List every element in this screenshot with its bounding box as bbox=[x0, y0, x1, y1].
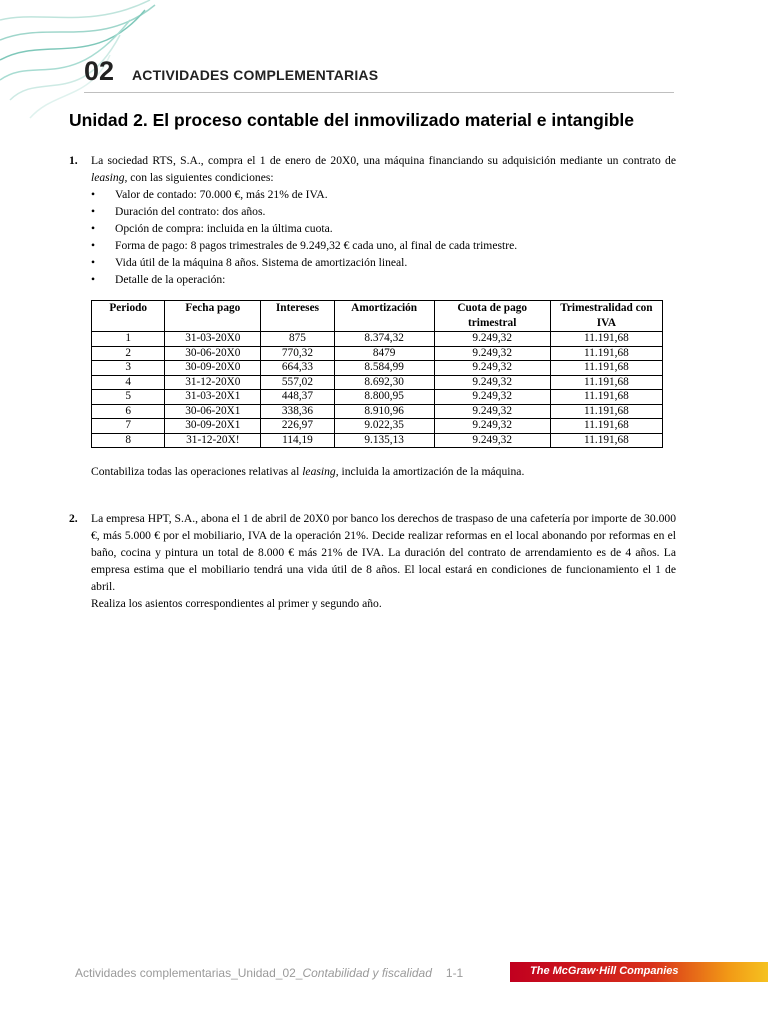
publisher-logo bbox=[510, 962, 768, 982]
column-header: Trimestralidad con IVA bbox=[550, 301, 662, 332]
bullet-icon: • bbox=[91, 188, 96, 201]
list-item: • Duración del contrato: dos años. bbox=[91, 205, 266, 218]
list-item: • Vida útil de la máquina 8 años. Sistema de amortización lineal. bbox=[91, 256, 408, 269]
chapter-title: ACTIVIDADES COMPLEMENTARIAS bbox=[132, 67, 379, 83]
column-header: Periodo bbox=[92, 301, 165, 332]
table-row: 2 30-06-20X0 770,32 8479 9.249,32 11.191,68 bbox=[92, 346, 663, 361]
chapter-number: 02 bbox=[84, 56, 115, 86]
exercise-intro: La sociedad RTS, S.A., compra el 1 de enero de 20X0, una máquina financiando su adquisición mediante un contrato de leasing, con las siguientes condiciones: bbox=[91, 154, 676, 184]
footer-course-name: Contabilidad y fiscalidad bbox=[302, 966, 432, 980]
bullet-icon: • bbox=[91, 256, 96, 269]
table-header-row bbox=[92, 301, 663, 332]
table-row: 7 30-09-20X1 226,97 9.022,35 9.249,32 11.191,68 bbox=[92, 419, 663, 434]
list-item: • Opción de compra: incluida en la última cuota. bbox=[91, 222, 333, 235]
column-header: Amortización bbox=[334, 301, 434, 332]
conditions-list bbox=[91, 186, 676, 288]
list-item: • Valor de contado: 70.000 €, más 21% de IVA. bbox=[91, 188, 328, 201]
bullet-icon: • bbox=[91, 222, 96, 235]
exercise-number: 1. bbox=[69, 154, 78, 167]
exercise-2 bbox=[69, 510, 676, 612]
column-header: Intereses bbox=[261, 301, 334, 332]
list-item: • Forma de pago: 8 pagos trimestrales de 9.249,32 € cada uno, al final de cada trimestre. bbox=[91, 239, 518, 252]
bullet-icon: • bbox=[91, 239, 96, 252]
column-header: Cuota de pago trimestral bbox=[434, 301, 550, 332]
table-row: 5 31-03-20X1 448,37 8.800,95 9.249,32 11.191,68 bbox=[92, 390, 663, 405]
exercise-1 bbox=[69, 152, 676, 480]
footer-page-number: 1-1 bbox=[445, 966, 464, 980]
unit-title: Unidad 2. El proceso contable del inmovilizado material e intangible bbox=[69, 110, 634, 130]
bullet-icon: • bbox=[91, 205, 96, 218]
table-row: 4 31-12-20X0 557,02 8.692,30 9.249,32 11.191,68 bbox=[92, 375, 663, 390]
table-row: 8 31-12-20X! 114,19 9.135,13 9.249,32 11.191,68 bbox=[92, 433, 663, 448]
publisher-name: The McGraw·Hill Companies bbox=[530, 965, 679, 977]
exercise-text: La empresa HPT, S.A., abona el 1 de abril de 20X0 por banco los derechos de traspaso de una cafetería por importe de 30.000 €, más 5.000 € por el mobiliario, IVA de la operación 21%. Decide realizar reformas en el local abonando por reformas en el baño, cocina y pintura un total de 8.000 € más 21% de IVA. La duración del contrato de arrendamiento es de 4 años. La empresa estima que el mobiliario tendrá una vida útil de 8 años. El local estará en condiciones de funcionamiento el 1 de abril. bbox=[91, 512, 676, 593]
list-item: • Detalle de la operación: bbox=[91, 273, 226, 286]
table-row: 1 31-03-20X0 875 8.374,32 9.249,32 11.191,68 bbox=[92, 332, 663, 347]
table-row: 6 30-06-20X1 338,36 8.910,96 9.249,32 11.191,68 bbox=[92, 404, 663, 419]
exercise-number: 2. bbox=[69, 512, 78, 525]
bullet-icon: • bbox=[91, 273, 96, 286]
page-footer bbox=[75, 966, 463, 980]
exercise-instruction: Realiza los asientos correspondientes al primer y segundo año. bbox=[91, 597, 382, 610]
column-header: Fecha pago bbox=[165, 301, 261, 332]
footer-document-name: Actividades complementarias_Unidad_02_ bbox=[75, 966, 303, 980]
chapter-header bbox=[84, 56, 674, 93]
table-row: 3 30-09-20X0 664,33 8.584,99 9.249,32 11.191,68 bbox=[92, 361, 663, 376]
leasing-table bbox=[91, 300, 663, 448]
exercise-instruction: Contabiliza todas las operaciones relativas al leasing, incluida la amortización de la máquina. bbox=[91, 465, 525, 478]
